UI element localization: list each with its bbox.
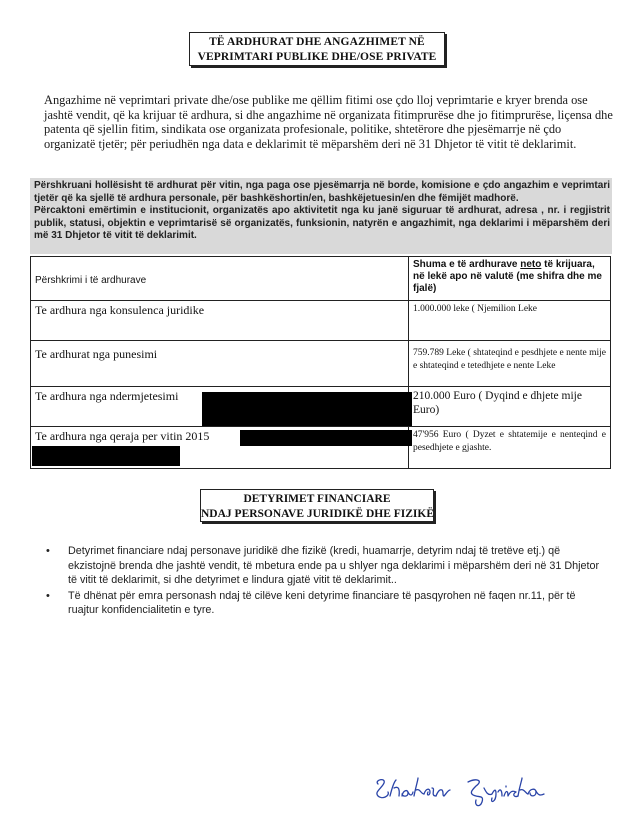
row-description: Te ardhurat nga punesimi (31, 341, 409, 387)
redaction-bar (240, 430, 412, 446)
section-title-obligations (200, 489, 434, 522)
obligations-list (46, 544, 606, 619)
row-amount: 210.000 Euro ( Dyqind e dhjete mije Euro) (409, 387, 611, 427)
row-description: Te ardhura nga ndermjetesimi (31, 387, 409, 427)
bullet-icon: • (46, 545, 50, 557)
header-amount-post: të krijuara, në lekë apo në valutë (me shifra dhe me fjalë) (413, 259, 602, 294)
redaction-bar (32, 446, 180, 466)
instruction-line-1: Përshkruani hollësisht të ardhurat për vitin, nga paga ose pjesëmarrja në borde, komisione e çdo angazhim e veprimtari tjetër që ka sjellë të ardhura personale, për bashkëshortin/en, bashkëjetuesin/en dhe fëmijët madhorë. (34, 180, 610, 204)
intro-paragraph: Angazhime në veprimtari private dhe/ose publike me qëllim fitimi ose çdo lloj veprimtarie e kryer brenda ose jashtë vendit, që ka krijuar të ardhura, si dhe angazhime në organizata fitimprurëse dhe jo fitimprurëse, liçensa dhe patenta që sjellin fitim, sindikata ose organizata profesionale, politike, shtetërore dhe pjesëmarrje në çdo organizatë tjetër; për periudhën nga data e deklarimit të mëparshëm deri në 31 Dhjetor të vitit të deklarimit. (44, 93, 613, 151)
row-description: Te ardhura nga qeraja per vitin 2015 (31, 427, 409, 469)
row-description: Te ardhura nga konsulenca juridike (31, 301, 409, 341)
header-description: Përshkrimi i të ardhurave (31, 257, 409, 301)
section-title-income (189, 32, 445, 66)
list-item-text: Detyrimet financiare ndaj personave juridikë dhe fizikë (kredi, huamarrje, detyrim ndaj të tretëve etj.) që ekzistojnë brenda dhe jashtë vendit, të mbetura ende pa u shlyer nga deklarimi i mëparshëm deri në 31 Dhjetor të vitit të deklarimit, si dhe detyrimet e lindura gjatë vitit të deklarimit.. (68, 545, 600, 586)
table-row (31, 301, 611, 341)
section-title-line-1: DETYRIMET FINANCIARE (243, 493, 391, 505)
redaction-bar (202, 392, 412, 426)
instruction-block (34, 180, 610, 243)
section-title-line-2: VEPRIMTARI PUBLIKE DHE/OSE PRIVATE (197, 51, 437, 63)
header-amount-underlined: neto (520, 259, 542, 270)
section-title-line-1: TË ARDHURAT DHE ANGAZHIMET NË (209, 36, 425, 48)
table-header-row (31, 257, 611, 301)
row-amount: 1.000.000 leke ( Njemilion Leke (409, 301, 611, 341)
row-amount: 759.789 Leke ( shtateqind e pesdhjete e nente mije e shtateqind e tetedhjete e nente Leke (409, 341, 611, 387)
section-title-line-2: NDAJ PERSONAVE JURIDIKË DHE FIZIKË (201, 507, 435, 520)
table-row (31, 341, 611, 387)
bullet-icon: • (46, 589, 50, 602)
list-item-text: Të dhënat për emra personash ndaj të cilëve keni detyrime financiare të pasqyrohen në faqen nr.11, për të ruajtur konfidencialitetin e tyre. (68, 589, 576, 616)
list-item (46, 544, 606, 588)
signature-image (372, 774, 552, 810)
row-amount: 47'956 Euro ( Dyzet e shtatemije e nenteqind e pesedhjete e gjashte. (409, 427, 611, 469)
header-amount (409, 257, 611, 301)
instruction-line-2: Përcaktoni emërtimin e institucionit, organizatës apo aktivitetit nga ku janë siguruar të ardhurat, adresa , nr. i regjistrit publik, statusi, objektin e veprimtarisë së organizatës, funksionin, natyrën e angazhimit, nga deklarimi i mëparshëm deri më 31 Dhjetor të vitit të deklarimit. (34, 205, 610, 242)
header-amount-pre: Shuma e të ardhurave (413, 259, 521, 270)
list-item (46, 589, 606, 618)
